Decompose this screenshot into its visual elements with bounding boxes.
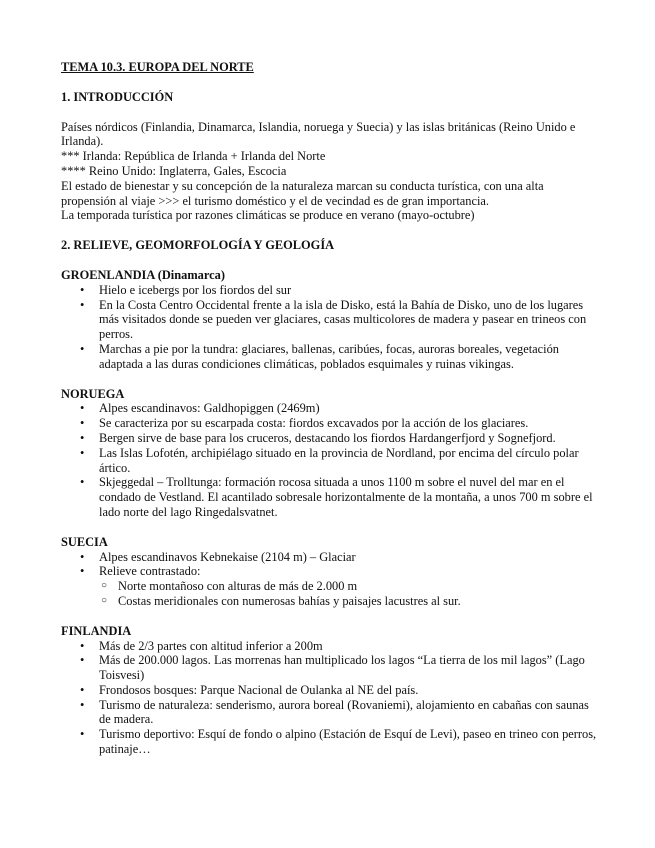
intro-paragraph: El estado de bienestar y su concepción de la naturaleza marcan su conducta turística, con una alta propensión al viaje >>> el turismo doméstico y el de vecindad es de gran importancia.: [61, 178, 544, 208]
intro-paragraph: **** Reino Unido: Inglaterra, Gales, Escocia: [61, 163, 287, 178]
list-item: • Marchas a pie por la tundra: glaciares, ballenas, caribúes, focas, auroras boreales, vegetación adaptada a las duras condiciones climáticas, poblados esquimales y ruinas vikingas.: [99, 342, 601, 372]
sublist-item: ○ Norte montañoso con alturas de más de 2.000 m: [118, 579, 601, 594]
list-item-text: Relieve contrastado:: [99, 564, 201, 579]
sweden-sublist: [99, 579, 601, 609]
intro-heading: 1. INTRODUCCIÓN: [61, 89, 174, 104]
list-item: [99, 564, 601, 608]
intro-section: [61, 120, 601, 224]
document-page: [61, 60, 601, 757]
greenland-heading: GROENLANDIA (Dinamarca): [61, 267, 225, 282]
list-item: • Alpes escandinavos: Galdhopiggen (2469m): [99, 401, 601, 416]
sweden-heading: SUECIA: [61, 534, 108, 549]
intro-paragraph: La temporada turística por razones climáticas se produce en verano (mayo-octubre): [61, 208, 475, 223]
intro-paragraph: *** Irlanda: República de Irlanda + Irlanda del Norte: [61, 149, 326, 164]
list-item: • Alpes escandinavos Kebnekaise (2104 m) – Glaciar: [99, 550, 601, 565]
list-item: • Frondosos bosques: Parque Nacional de Oulanka al NE del país.: [99, 683, 601, 698]
list-item: • Más de 2/3 partes con altitud inferior a 200m: [99, 639, 601, 654]
list-item: • Bergen sirve de base para los cruceros, destacando los fiordos Hardangerfjord y Sognefjord.: [99, 431, 601, 446]
relief-heading: 2. RELIEVE, GEOMORFOLOGÍA Y GEOLOGÍA: [61, 238, 335, 253]
intro-paragraph: Países nórdicos (Finlandia, Dinamarca, Islandia, noruega y Suecia) y las islas británicas (Reino Unido e Irlanda).: [61, 119, 576, 149]
list-item: • Turismo de naturaleza: senderismo, aurora boreal (Rovaniemi), alojamiento en cabañas con saunas de madera.: [99, 698, 601, 728]
sublist-item: ○ Costas meridionales con numerosas bahías y paisajes lacustres al sur.: [118, 594, 601, 609]
list-item: • Se caracteriza por su escarpada costa: fiordos excavados por la acción de los glaciares.: [99, 416, 601, 431]
norway-heading: NORUEGA: [61, 386, 125, 401]
list-item: • Turismo deportivo: Esquí de fondo o alpino (Estación de Esquí de Levi), paseo en trineo con perros, patinaje…: [99, 727, 601, 757]
list-item: • Hielo e icebergs por los fiordos del sur: [99, 283, 601, 298]
greenland-list: [61, 283, 601, 372]
list-item: • En la Costa Centro Occidental frente a la isla de Disko, está la Bahía de Disko, uno de los lugares más visitados donde se pueden ver glaciares, casas multicolores de madera y pasear en trineos con perros.: [99, 298, 601, 342]
document-title: TEMA 10.3. EUROPA DEL NORTE: [61, 60, 254, 74]
list-item: • Las Islas Lofotén, archipiélago situado en la provincia de Nordland, por encima del círculo polar ártico.: [99, 446, 601, 476]
finland-list: [61, 639, 601, 757]
list-item: • Skjeggedal – Trolltunga: formación rocosa situada a unos 1100 m sobre el nuvel del mar en el condado de Vestland. El acantilado sobresale horizontalmente de la montaña, a unos 700 m sobre el lado norte del lago Ringedalsvatnet.: [99, 475, 601, 519]
sweden-list: [61, 550, 601, 609]
list-item: • Más de 200.000 lagos. Las morrenas han multiplicado los lagos “La tierra de los mil lagos” (Lago Toisvesi): [99, 653, 601, 683]
norway-list: [61, 401, 601, 519]
finland-heading: FINLANDIA: [61, 623, 132, 638]
